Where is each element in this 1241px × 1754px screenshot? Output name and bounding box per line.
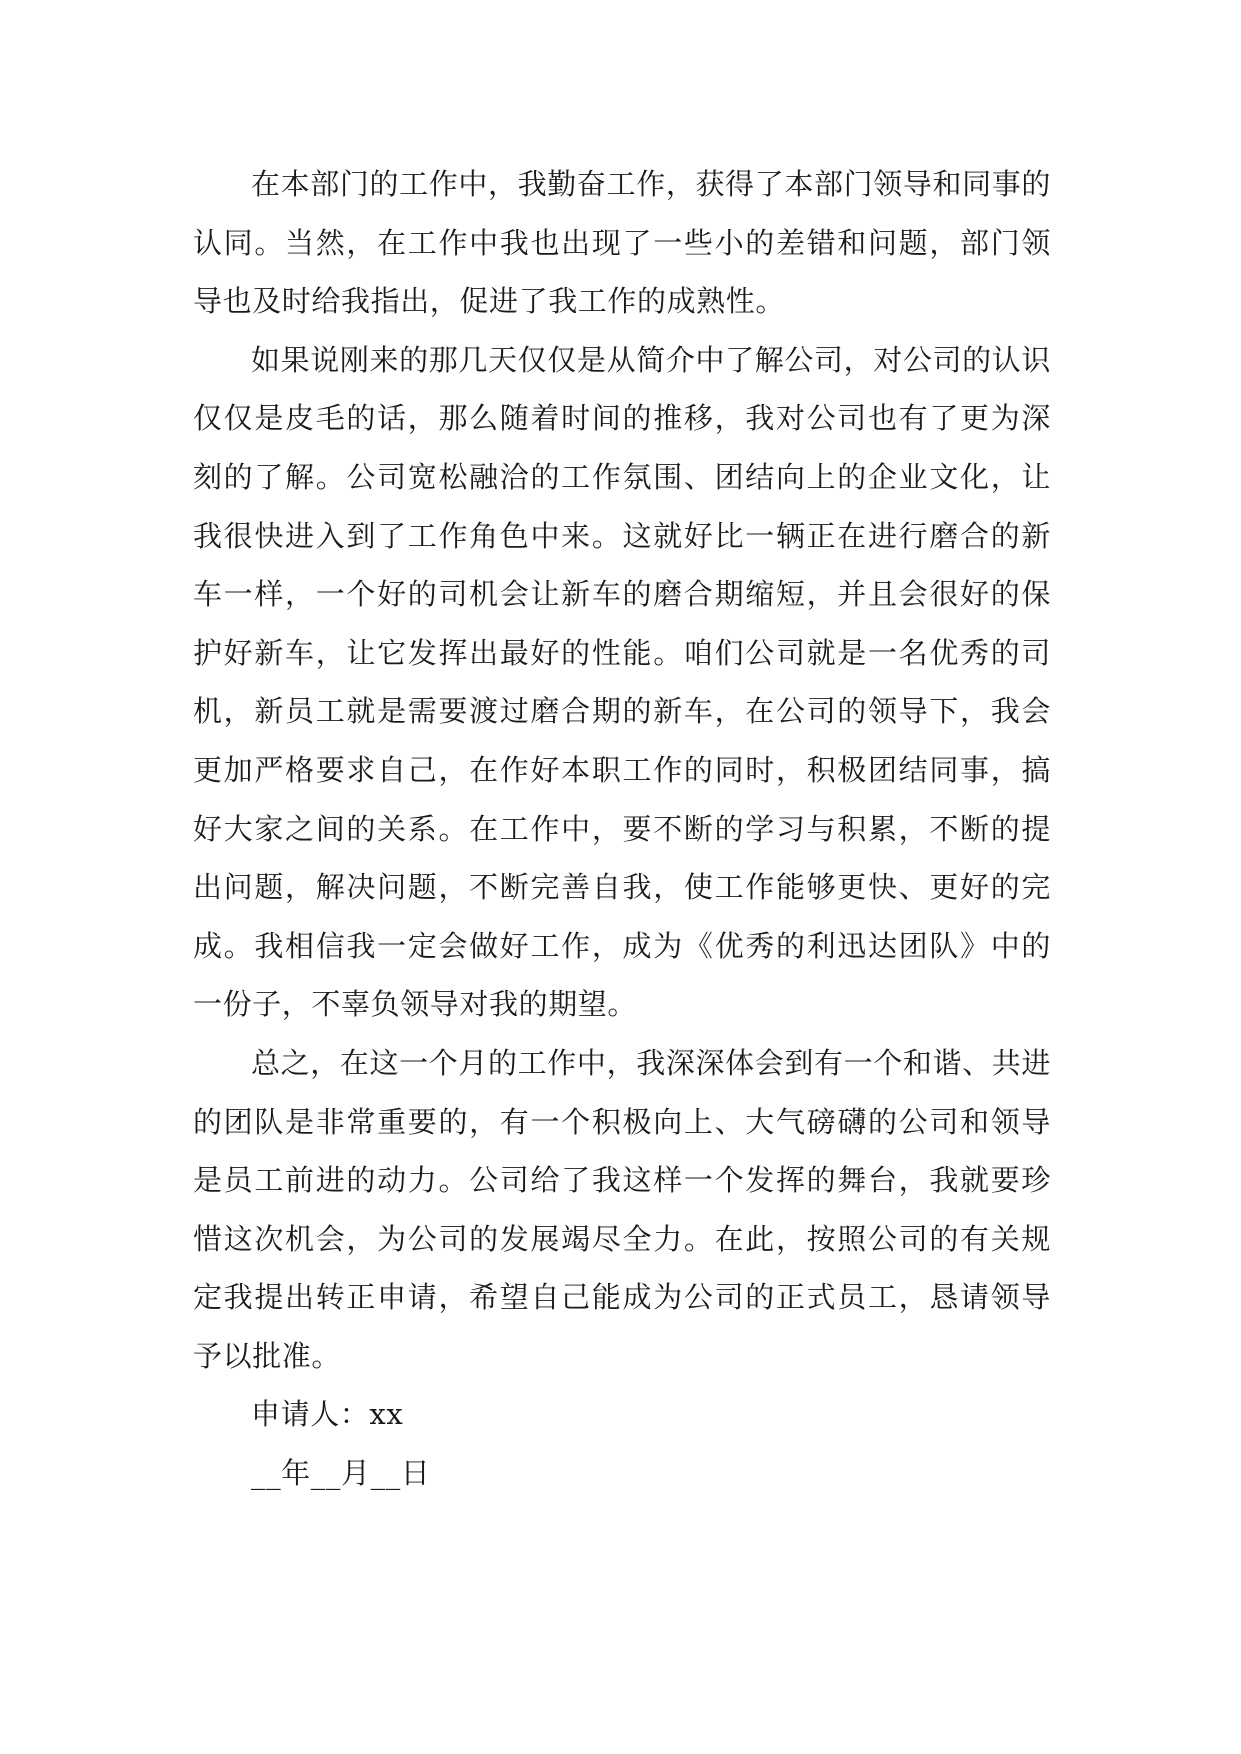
date-line: __年__月__日	[251, 1456, 431, 1491]
applicant-signature: 申请人：xx	[251, 1397, 404, 1432]
paragraph-work-in-department: 在本部门的工作中，我勤奋工作，获得了本部门领导和同事的认同。当然，在工作中我也出现了一些小的差错和问题，部门领导也及时给我指出，促进了我工作的成熟性。	[193, 167, 1051, 319]
paragraph-company-understanding: 如果说刚来的那几天仅仅是从简介中了解公司，对公司的认识仅仅是皮毛的话，那么随着时间的推移，我对公司也有了更为深刻的了解。公司宽松融洽的工作氛围、团结向上的企业文化，让我很快进入到了工作角色中来。这就好比一辆正在进行磨合的新车一样，一个好的司机会让新车的磨合期缩短，并且会很好的保护好新车，让它发挥出最好的性能。咱们公司就是一名优秀的司机，新员工就是需要渡过磨合期的新车，在公司的领导下，我会更加严格要求自己，在作好本职工作的同时，积极团结同事，搞好大家之间的关系。在工作中，要不断的学习与积累，不断的提出问题，解决问题，不断完善自我，使工作能够更快、更好的完成。我相信我一定会做好工作，成为《优秀的利迅达团队》中的一份子，不辜负领导对我的期望。	[193, 342, 1051, 1022]
document-body	[193, 155, 1051, 1503]
paragraph-conclusion: 总之，在这一个月的工作中，我深深体会到有一个和谐、共进的团队是非常重要的，有一个积极向上、大气磅礴的公司和领导是员工前进的动力。公司给了我这样一个发挥的舞台，我就要珍惜这次机会，为公司的发展竭尽全力。在此，按照公司的有关规定我提出转正申请，希望自己能成为公司的正式员工，恳请领导予以批准。	[193, 1045, 1051, 1373]
